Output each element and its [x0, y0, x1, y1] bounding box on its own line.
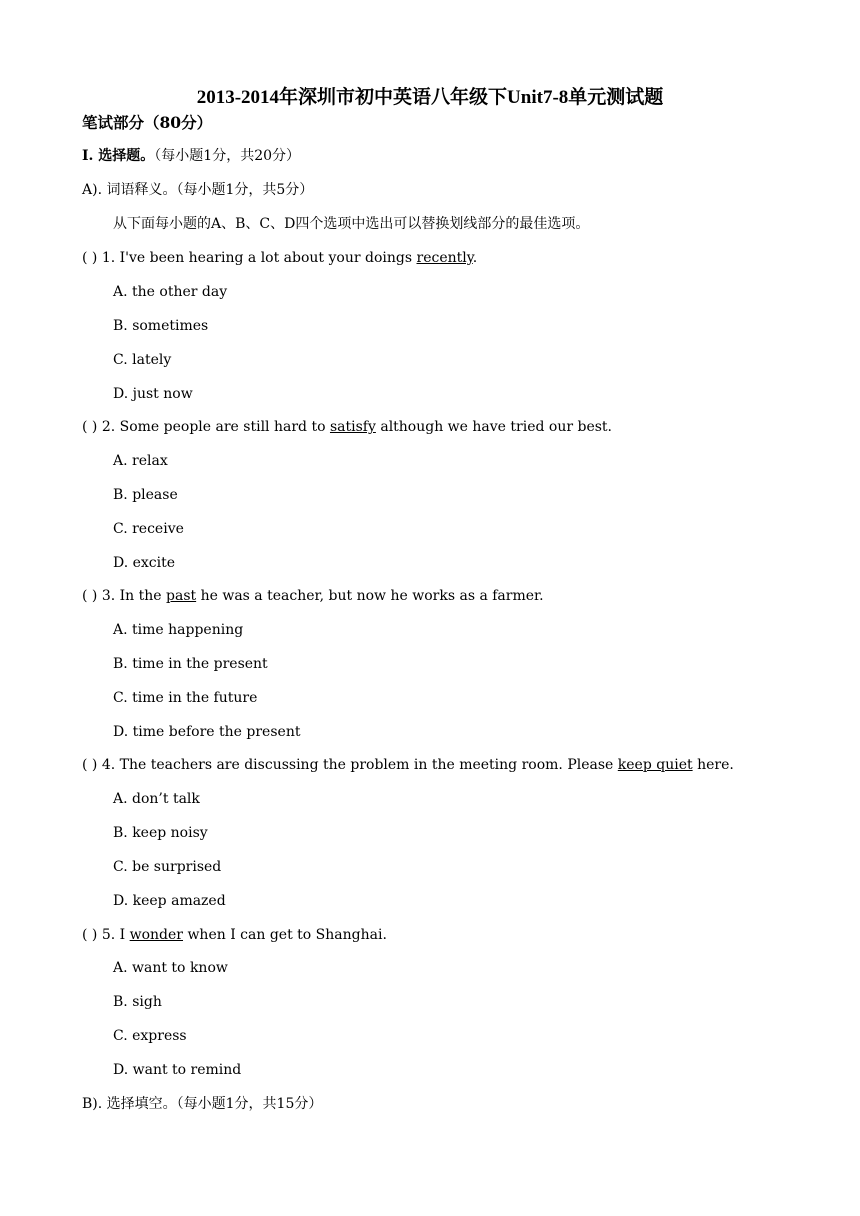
option-5d: D. want to remind [113, 1062, 242, 1078]
question-2 [82, 418, 612, 436]
answer-bracket: ( ) [82, 588, 98, 604]
question-3 [82, 587, 544, 605]
sectionB-heading: B). 选择填空。（每小题1分，共15分） [82, 1096, 323, 1112]
option-4d: D. keep amazed [113, 893, 226, 909]
question-text: 4. The teachers are discussing the problem in the meeting room. Please [97, 757, 618, 773]
option-2b: B. please [113, 487, 178, 503]
question-text-end: he was a teacher, but now he works as a farmer. [196, 588, 544, 604]
question-5 [82, 926, 387, 944]
section-written-heading: 笔试部分（80分） [82, 113, 213, 132]
document-title: 2013-2014年深圳市初中英语八年级下Unit7-8单元测试题 [196, 87, 664, 108]
option-2a: A. relax [113, 453, 168, 469]
underlined-word: wonder [129, 927, 183, 943]
option-3d: D. time before the present [113, 724, 301, 740]
question-text: 2. Some people are still hard to [97, 419, 330, 435]
question-text-end: when I can get to Shanghai. [183, 927, 387, 943]
part1-heading [82, 147, 300, 165]
answer-bracket: ( ) [82, 757, 98, 773]
question-text: 3. In the [97, 588, 167, 604]
underlined-word: recently [416, 250, 473, 266]
option-5a: A. want to know [113, 960, 228, 976]
answer-bracket: ( ) [82, 419, 98, 435]
option-4c: C. be surprised [113, 859, 222, 875]
option-2d: D. excite [113, 555, 176, 571]
option-2c: C. receive [113, 521, 184, 537]
option-1b: B. sometimes [113, 318, 209, 334]
question-text-end: here. [692, 757, 734, 773]
underlined-word: keep quiet [617, 757, 693, 773]
option-5c: C. express [113, 1028, 187, 1044]
question-1 [82, 249, 477, 267]
option-4b: B. keep noisy [113, 825, 208, 841]
part1-note: （每小题1分，共20分） [154, 148, 301, 164]
question-text-end: although we have tried our best. [375, 419, 612, 435]
underlined-word: satisfy [329, 419, 376, 435]
question-text-end: . [472, 250, 478, 266]
option-4a: A. don’t talk [113, 791, 200, 807]
sectionA-instruction: 从下面每小题的A、B、C、D四个选项中选出可以替换划线部分的最佳选项。 [113, 216, 590, 232]
option-3a: A. time happening [113, 622, 244, 638]
option-1a: A. the other day [113, 284, 228, 300]
answer-bracket: ( ) [82, 927, 98, 943]
underlined-word: past [166, 588, 197, 604]
option-1c: C. lately [113, 352, 172, 368]
answer-bracket: ( ) [82, 250, 98, 266]
question-4 [82, 756, 734, 774]
question-text: 5. I [97, 927, 130, 943]
question-text: 1. I've been hearing a lot about your doings [97, 250, 417, 266]
option-5b: B. sigh [113, 994, 162, 1010]
part1-label: I. 选择题。 [82, 148, 155, 164]
sectionA-heading: A). 词语释义。（每小题1分，共5分） [82, 182, 314, 198]
option-3c: C. time in the future [113, 690, 258, 706]
option-1d: D. just now [113, 386, 193, 402]
option-3b: B. time in the present [113, 656, 268, 672]
